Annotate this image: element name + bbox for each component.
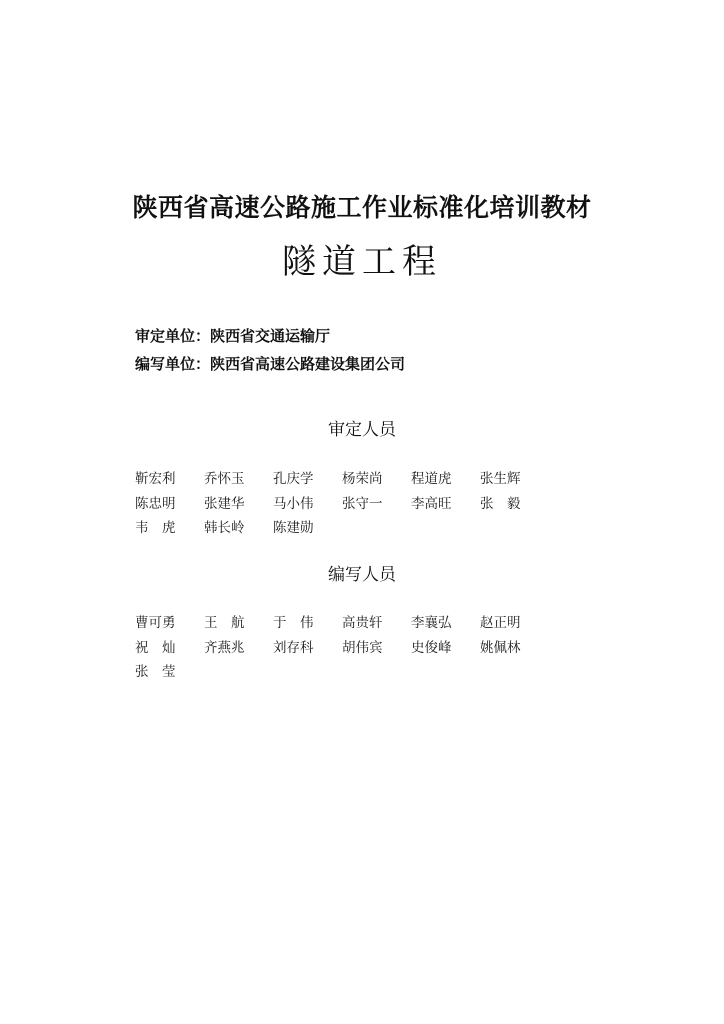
reviewer-name: 张守一 xyxy=(342,495,383,512)
editor-name: 王 航 xyxy=(204,615,245,631)
reviewers-list xyxy=(135,467,555,541)
reviewer-name: 靳宏利 xyxy=(135,471,176,487)
editor-name: 胡伟宾 xyxy=(342,639,383,656)
review-unit: 审定单位：陕西省交通运输厅 xyxy=(135,327,331,345)
editor-name: 姚佩林 xyxy=(480,639,521,656)
reviewer-name: 孔庆学 xyxy=(273,471,314,487)
editors-list xyxy=(135,611,555,685)
reviewer-name: 韦 虎 xyxy=(135,520,176,536)
reviewer-name: 张生辉 xyxy=(480,471,521,487)
editor-name: 于 伟 xyxy=(273,615,314,631)
reviewer-name: 张 毅 xyxy=(480,495,521,512)
compile-unit: 编写单位：陕西省高速公路建设集团公司 xyxy=(135,355,406,373)
editor-name: 祝 灿 xyxy=(135,639,176,656)
reviewer-name: 李高旺 xyxy=(411,495,452,512)
reviewers-heading: 审定人员 xyxy=(328,420,396,440)
editor-name: 李襄弘 xyxy=(411,615,452,631)
editor-name: 史俊峰 xyxy=(411,639,452,656)
editor-name: 高贵轩 xyxy=(342,615,383,631)
reviewer-name: 程道虎 xyxy=(411,471,452,487)
editor-name: 张 莹 xyxy=(135,664,176,680)
series-title: 陕西省高速公路施工作业标准化培训教材 xyxy=(132,193,592,222)
reviewer-name: 韩长岭 xyxy=(204,520,245,536)
editor-name: 赵正明 xyxy=(480,615,521,631)
reviewer-name: 马小伟 xyxy=(273,495,314,512)
reviewer-name: 乔怀玉 xyxy=(204,471,245,487)
editor-name: 齐燕兆 xyxy=(204,639,245,656)
editor-name: 曹可勇 xyxy=(135,615,176,631)
reviewer-name: 陈忠明 xyxy=(135,495,176,512)
organization-block xyxy=(135,322,655,378)
reviewer-name: 杨荣尚 xyxy=(342,471,383,487)
reviewer-name: 陈建勋 xyxy=(273,520,314,536)
reviewer-name: 张建华 xyxy=(204,495,245,512)
book-title: 隧道工程 xyxy=(282,242,442,282)
editor-name: 刘存科 xyxy=(273,639,314,656)
editors-heading: 编写人员 xyxy=(328,565,396,585)
